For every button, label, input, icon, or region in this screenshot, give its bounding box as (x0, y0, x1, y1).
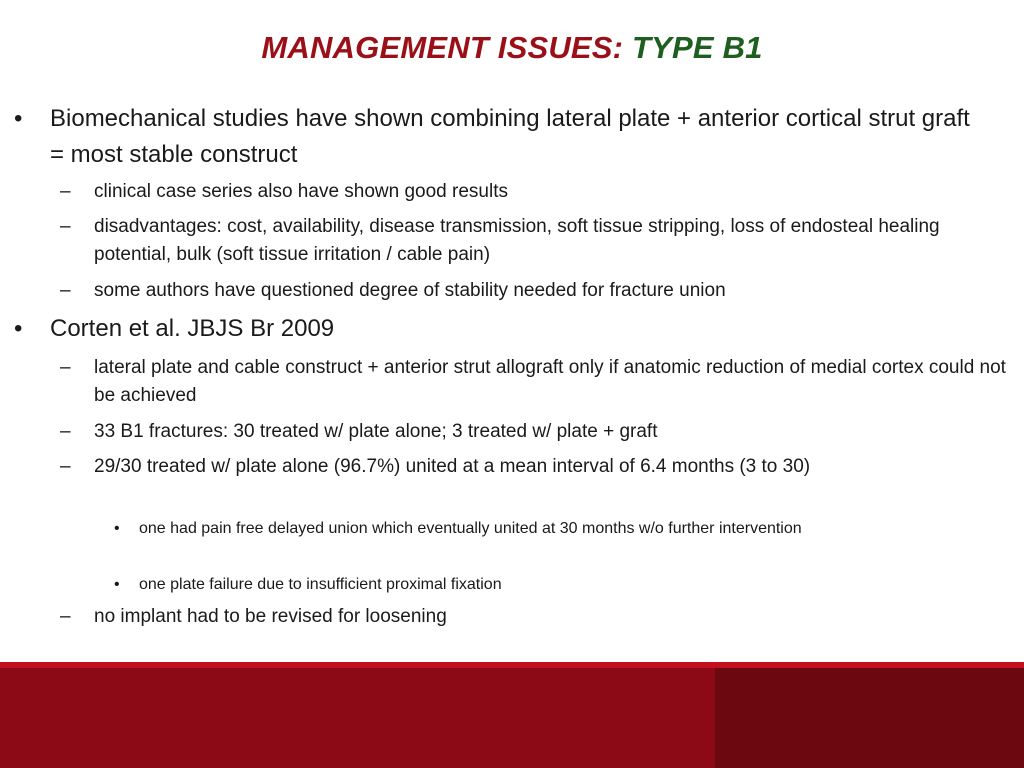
bullet-level1 (14, 311, 980, 347)
bullet-marker: – (60, 181, 71, 202)
bullet-marker: • (14, 105, 23, 132)
university-building-icon (792, 44, 828, 80)
bullet-level1 (14, 101, 980, 173)
bullet-marker: • (14, 315, 23, 342)
title-part-1: MANAGEMENT ISSUES: (261, 30, 633, 65)
bullet-level2 (60, 453, 1009, 481)
bullet-marker: – (60, 456, 71, 477)
bullet-text: clinical case series also have shown good results (94, 181, 508, 202)
bullet-marker: – (60, 421, 71, 442)
bullet-marker: – (60, 216, 71, 237)
title-part-2: TYPE B1 (632, 30, 763, 65)
bullet-marker: • (114, 520, 120, 537)
footer-logo-panel (715, 668, 1024, 768)
university-logo (792, 42, 919, 82)
bullet-level2 (60, 418, 1009, 446)
bullet-level2 (60, 213, 1009, 269)
bullet-text: disadvantages: cost, availability, disease transmission, soft tissue stripping, loss of endosteal healing potential, bulk (soft tissue irritation / cable pain) (94, 216, 940, 265)
bullet-level3 (114, 572, 939, 597)
bullet-level2 (60, 178, 1009, 206)
bullet-text: one had pain free delayed union which eventually united at 30 months w/o further intervention (139, 520, 802, 537)
logo-wordmark: uOttawa (836, 48, 920, 75)
bullet-level2 (60, 603, 1009, 631)
bullet-text: lateral plate and cable construct + anterior strut allograft only if anatomic reduction of medial cortex could not be achieved (94, 357, 1006, 406)
bullet-marker: – (60, 357, 71, 378)
bullet-level2 (60, 354, 1009, 410)
bullet-text: 33 B1 fractures: 30 treated w/ plate alone; 3 treated w/ plate + graft (94, 421, 658, 442)
bullet-text: Corten et al. JBJS Br 2009 (50, 315, 335, 342)
bullet-marker: • (114, 576, 120, 593)
bullet-text: no implant had to be revised for loosening (94, 606, 447, 627)
bullet-marker: – (60, 606, 71, 627)
bullet-text: Biomechanical studies have shown combining lateral plate + anterior cortical strut graft = most stable construct (50, 105, 970, 168)
bullet-level3 (114, 516, 939, 541)
bullet-text: some authors have questioned degree of stability needed for fracture union (94, 280, 726, 301)
bullet-text: one plate failure due to insufficient proximal fixation (139, 576, 502, 593)
bullet-text: 29/30 treated w/ plate alone (96.7%) united at a mean interval of 6.4 months (3 to 30) (94, 456, 811, 477)
bullet-level2 (60, 277, 1009, 305)
footer-band (0, 662, 1024, 768)
bullet-marker: – (60, 280, 71, 301)
